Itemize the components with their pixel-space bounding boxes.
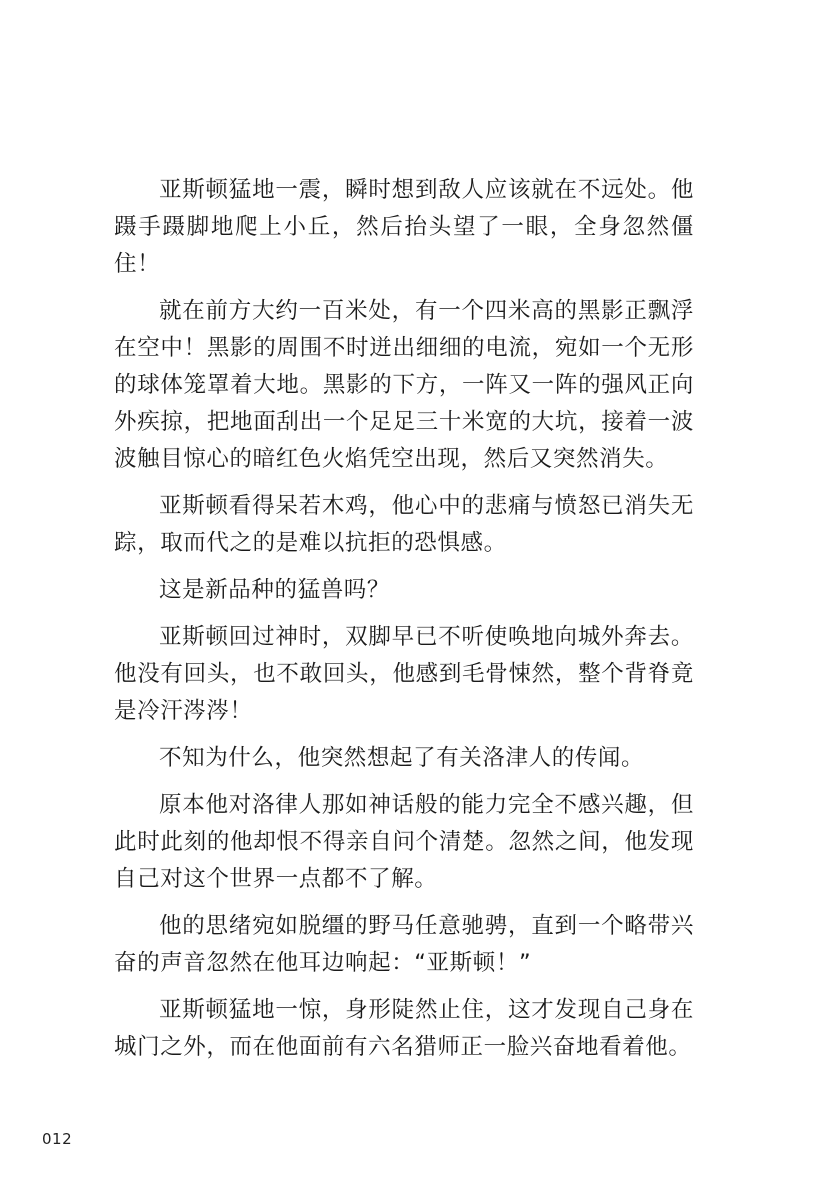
paragraph: 亚斯顿回过神时，双脚早已不听使唤地向城外奔去。他没有回头，也不敢回头，他感到毛骨悚然，整个背脊竟是冷汗涔涔！ xyxy=(114,624,694,724)
paragraph: 亚斯顿猛地一惊，身形陡然止住，这才发现自己身在城门之外，而在他面前有六名猎师正一脸兴奋地看着他。 xyxy=(114,997,694,1060)
page-number: 012 xyxy=(42,1130,73,1148)
paragraph: 这是新品种的猛兽吗？ xyxy=(159,577,391,603)
paragraph: 他的思绪宛如脱缰的野马任意驰骋，直到一个略带兴奋的声音忽然在他耳边响起：“亚斯顿！” xyxy=(114,913,694,976)
paragraph: 原本他对洛律人那如神话般的能力完全不感兴趣，但此时此刻的他却恨不得亲自问个清楚。忽然之间，他发现自己对这个世界一点都不了解。 xyxy=(114,792,694,892)
paragraph: 亚斯顿看得呆若木鸡，他心中的悲痛与愤怒已消失无踪，取而代之的是难以抗拒的恐惧感。 xyxy=(114,493,694,556)
page-body xyxy=(114,172,694,1076)
paragraph: 不知为什么，他突然想起了有关洛津人的传闻。 xyxy=(159,745,645,771)
paragraph: 就在前方大约一百米处，有一个四米高的黑影正飘浮在空中！黑影的周围不时迸出细细的电流，宛如一个无形的球体笼罩着大地。黑影的下方，一阵又一阵的强风正向外疾掠，把地面刮出一个足足三十米宽的大坑，接着一波波触目惊心的暗红色火焰凭空出现，然后又突然消失。 xyxy=(114,298,694,472)
paragraph: 亚斯顿猛地一震，瞬时想到敌人应该就在不远处。他蹑手蹑脚地爬上小丘，然后抬头望了一眼，全身忽然僵住！ xyxy=(114,177,694,277)
